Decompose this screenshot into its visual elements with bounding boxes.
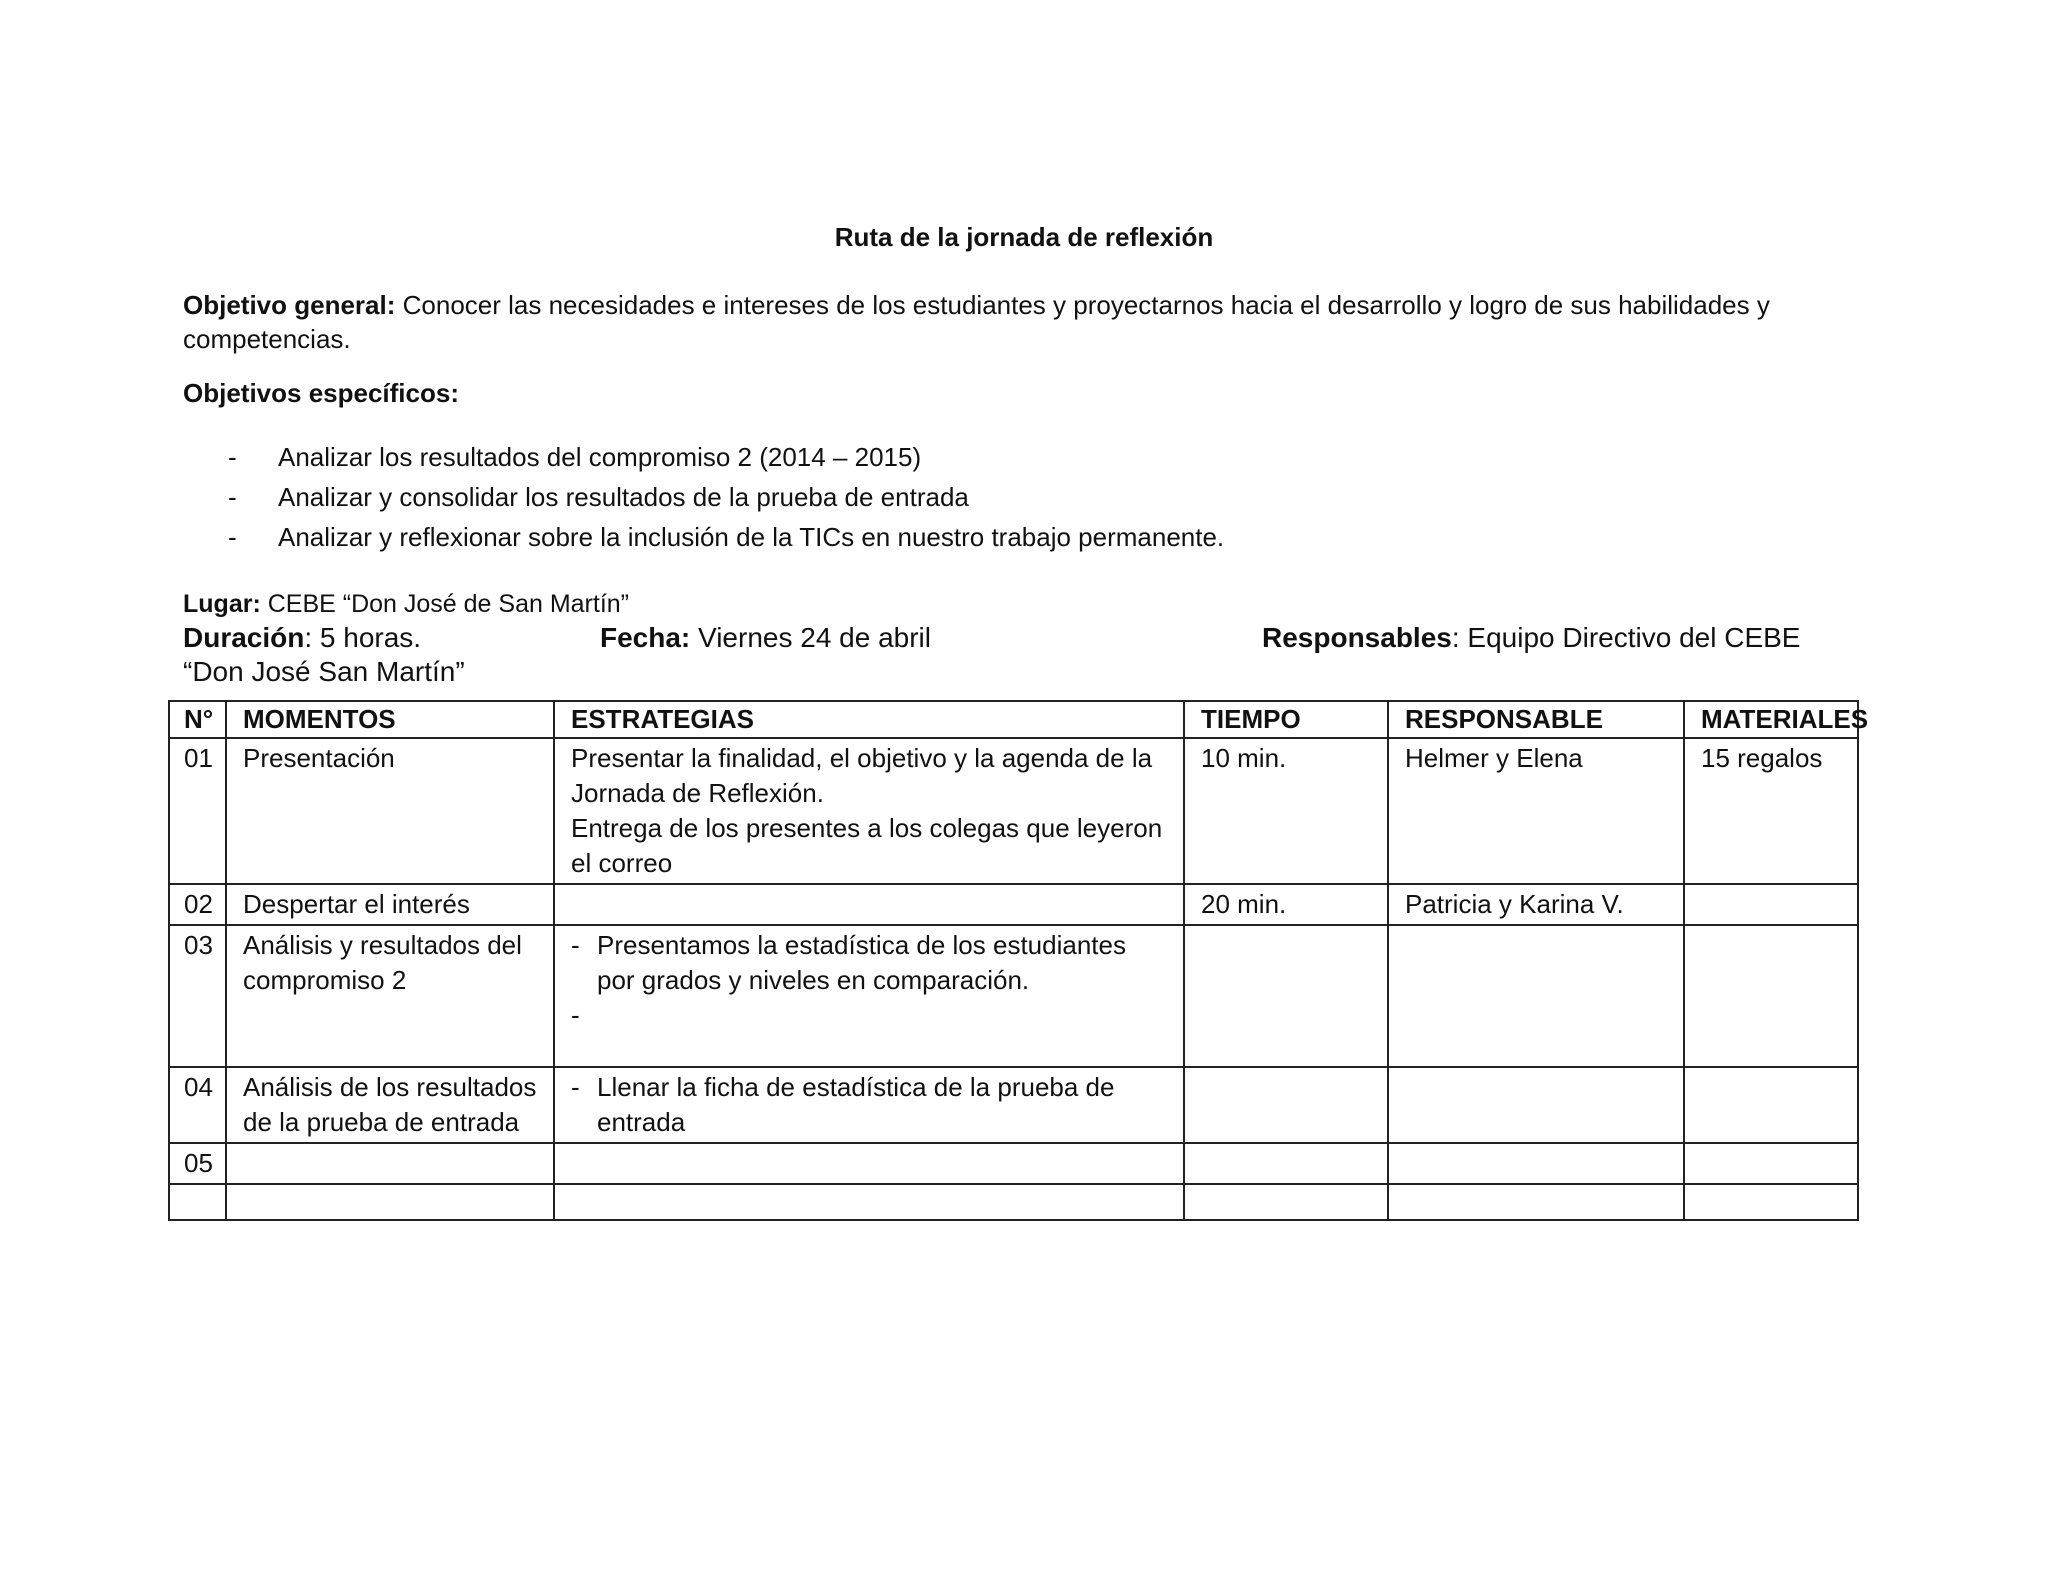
cell-tiempo [1184, 1143, 1388, 1184]
estrategia-item [571, 1070, 1167, 1140]
agenda-table [168, 700, 1869, 1221]
objetivo-general-label: Objetivo general: [183, 290, 396, 320]
cell-tiempo: 10 min. [1184, 738, 1388, 884]
table-row [169, 1143, 1858, 1184]
header-momentos: MOMENTOS [226, 701, 554, 738]
cell-responsable [1388, 1067, 1684, 1143]
responsables [1262, 620, 1800, 656]
duracion-value: : 5 horas. [304, 622, 422, 653]
header-materiales: MATERIALES [1684, 701, 1858, 738]
cell-tiempo [1184, 1067, 1388, 1143]
table-row [169, 925, 1858, 1067]
cell-n: 02 [169, 884, 226, 925]
cell-materiales [1684, 1143, 1858, 1184]
table-row [169, 884, 1858, 925]
responsables-label: Responsables [1262, 622, 1452, 653]
lugar-label: Lugar: [183, 590, 261, 618]
responsables-value-cont: “Don José San Martín” [183, 656, 465, 687]
estrategia-item [571, 928, 1167, 998]
cell-n [169, 1184, 226, 1220]
duracion [183, 620, 421, 656]
bullet-dash: - [571, 1072, 580, 1102]
bullet-dash: - [228, 442, 237, 472]
bullet-dash: - [571, 1000, 580, 1030]
list-item-text: Analizar y reflexionar sobre la inclusión de la TICs en nuestro trabajo permanente. [278, 522, 1225, 552]
cell-materiales: 15 regalos [1684, 738, 1858, 884]
objetivo-general [183, 288, 1803, 356]
fecha [600, 620, 931, 656]
cell-tiempo: 20 min. [1184, 884, 1388, 925]
cell-materiales [1684, 884, 1858, 925]
estrategia-text: Presentar la finalidad, el objetivo y la agenda de la Jornada de Reflexión. [571, 743, 1153, 808]
list-item-text: Analizar los resultados del compromiso 2 (2014 – 2015) [278, 442, 922, 472]
estrategia-item [571, 998, 1167, 1033]
table-row [169, 738, 1858, 884]
cell-tiempo [1184, 925, 1388, 1067]
cell-momento: Presentación [226, 738, 554, 884]
cell-estrategias [554, 884, 1184, 925]
list-item [228, 480, 1728, 520]
cell-n: 03 [169, 925, 226, 1067]
header-estrategias: ESTRATEGIAS [554, 701, 1184, 738]
cell-responsable: Helmer y Elena [1388, 738, 1684, 884]
cell-n: 01 [169, 738, 226, 884]
fecha-value: Viernes 24 de abril [690, 622, 931, 653]
table-row [169, 1067, 1858, 1143]
bullet-dash: - [571, 930, 580, 960]
duracion-label: Duración [183, 622, 305, 653]
header-n: N° [169, 701, 226, 738]
cell-estrategias [554, 925, 1184, 1067]
cell-momento: Despertar el interés [226, 884, 554, 925]
list-item [228, 520, 1728, 560]
table-row [169, 1184, 1858, 1220]
header-tiempo: TIEMPO [1184, 701, 1388, 738]
estrategia-text: Llenar la ficha de estadística de la prueba de entrada [597, 1072, 1115, 1137]
lugar-value: CEBE “Don José de San Martín” [267, 590, 630, 618]
table-header-row [169, 701, 1858, 738]
responsables-value: : Equipo Directivo del CEBE [1451, 622, 1801, 653]
cell-estrategias [554, 1067, 1184, 1143]
bullet-dash: - [228, 522, 237, 552]
objetivos-especificos-label: Objetivos específicos: [183, 378, 459, 408]
cell-estrategias [554, 1143, 1184, 1184]
list-item [228, 440, 1728, 480]
cell-tiempo [1184, 1184, 1388, 1220]
cell-responsable [1388, 925, 1684, 1067]
list-item-text: Analizar y consolidar los resultados de la prueba de entrada [278, 482, 969, 512]
objetivos-especificos-list [228, 440, 1728, 560]
cell-materiales [1684, 1067, 1858, 1143]
cell-momento: Análisis de los resultados de la prueba de entrada [226, 1067, 554, 1143]
cell-responsable: Patricia y Karina V. [1388, 884, 1684, 925]
cell-n: 05 [169, 1143, 226, 1184]
cell-responsable [1388, 1143, 1684, 1184]
cell-momento: Análisis y resultados del compromiso 2 [226, 925, 554, 1067]
cell-responsable [1388, 1184, 1684, 1220]
header-responsable: RESPONSABLE [1388, 701, 1684, 738]
lugar [183, 590, 629, 619]
cell-estrategias [554, 1184, 1184, 1220]
cell-momento [226, 1184, 554, 1220]
cell-materiales [1684, 1184, 1858, 1220]
objetivo-general-text: Conocer las necesidades e intereses de los estudiantes y proyectarnos hacia el desarrollo y logro de sus habilidades y competencias. [183, 290, 1770, 354]
cell-estrategias [554, 738, 1184, 884]
bullet-dash: - [228, 482, 237, 512]
estrategia-text: Entrega de los presentes a los colegas que leyeron el correo [571, 813, 1163, 878]
cell-materiales [1684, 925, 1858, 1067]
fecha-label: Fecha: [600, 622, 691, 653]
cell-momento [226, 1143, 554, 1184]
cell-n: 04 [169, 1067, 226, 1143]
document-title: Ruta de la jornada de reflexión [834, 222, 1214, 252]
estrategia-text: Presentamos la estadística de los estudiantes por grados y niveles en comparación. [597, 930, 1126, 995]
